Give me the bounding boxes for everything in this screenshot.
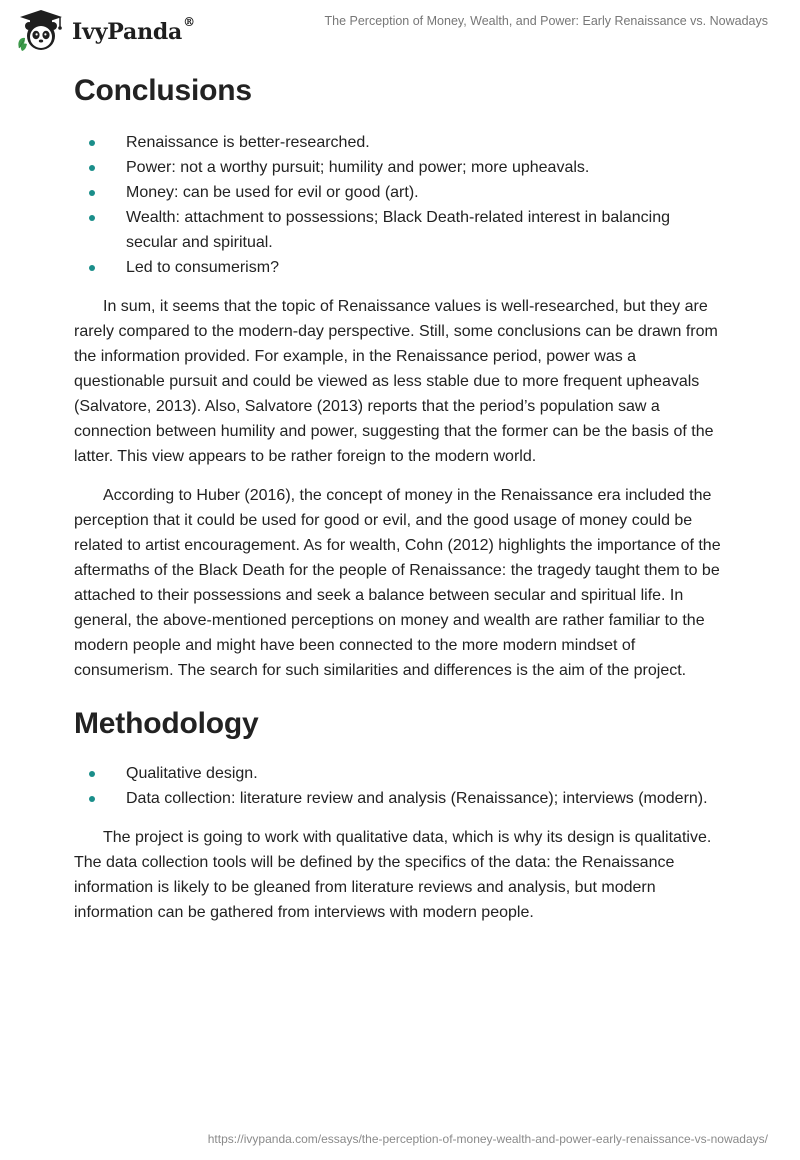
- bullet-text: Renaissance is better-researched.: [126, 134, 370, 151]
- section-heading: Conclusions: [74, 74, 252, 107]
- bullet-icon: [89, 771, 95, 777]
- page-header: [0, 0, 800, 60]
- brand-name-text: IvyPanda: [72, 19, 183, 45]
- paragraph: In sum, it seems that the topic of Renaissance values is well-researched, but they are rarely compared to the modern-day perspective. Still, some conclusions can be drawn from the information provided. For example, in the Renaissance period, power was a questionable pursuit and could be viewed as less stable due to more frequent upheavals (Salvatore, 2013). Also, Salvatore (2013) reports that the period’s population saw a connection between humility and power, suggesting that the former can be the basis of the latter. This view appears to be rather foreign to the modern world.: [74, 298, 718, 465]
- bullet-icon: [89, 140, 95, 146]
- bullet-list: [74, 130, 726, 280]
- document-body: [74, 72, 726, 939]
- bullet-item: [74, 205, 726, 255]
- bullet-icon: [89, 796, 95, 802]
- bullet-text: Power: not a worthy pursuit; humility and power; more upheavals.: [126, 159, 590, 176]
- bullet-icon: [89, 265, 95, 271]
- bullet-text: Wealth: attachment to possessions; Black Death-related interest in balancing secular and spiritual.: [126, 209, 670, 251]
- source-url-link[interactable]: https://ivypanda.com/essays/the-perception-of-money-wealth-and-power-early-renaissance-vs-nowadays/: [207, 1132, 768, 1146]
- brand-name: [72, 15, 195, 45]
- bullet-text: Data collection: literature review and analysis (Renaissance); interviews (modern).: [126, 790, 708, 807]
- section-conclusions: [74, 72, 726, 683]
- bullet-icon: [89, 165, 95, 171]
- bullet-text: Qualitative design.: [126, 765, 258, 782]
- section-methodology: [74, 705, 726, 925]
- paragraph: According to Huber (2016), the concept of money in the Renaissance era included the perception that it could be used for good or evil, and the good usage of money could be related to artist encouragement. As for wealth, Cohn (2012) highlights the importance of the aftermaths of the Black Death for the people of Renaissance: the tragedy taught them to be attached to their possessions and seek a balance between secular and spiritual life. In general, the above-mentioned perceptions on money and wealth are rather familiar to the modern people and might have been connected to the more modern mindset of consumerism. The search for such similarities and differences is the aim of the project.: [74, 487, 721, 679]
- bullet-item: [74, 130, 726, 155]
- bullet-item: [74, 155, 726, 180]
- document-title: The Perception of Money, Wealth, and Power: Early Renaissance vs. Nowadays: [324, 14, 768, 28]
- bullet-icon: [89, 215, 95, 221]
- bullet-list: [74, 761, 726, 811]
- bullet-text: Led to consumerism?: [126, 259, 279, 276]
- bullet-item: [74, 786, 726, 811]
- bullet-item: [74, 255, 726, 280]
- bullet-item: [74, 180, 726, 205]
- panda-graduate-icon: [14, 8, 68, 52]
- bullet-icon: [89, 190, 95, 196]
- bullet-item: [74, 761, 726, 786]
- brand-logo[interactable]: [14, 8, 195, 52]
- registered-mark: ®: [183, 15, 195, 29]
- bullet-text: Money: can be used for evil or good (art).: [126, 184, 419, 201]
- section-heading: Methodology: [74, 707, 259, 740]
- paragraph: The project is going to work with qualitative data, which is why its design is qualitative. The data collection tools will be defined by the specifics of the data: the Renaissance information is likely to be gleaned from literature reviews and analysis, but modern information can be gathered from interviews with modern people.: [74, 829, 712, 921]
